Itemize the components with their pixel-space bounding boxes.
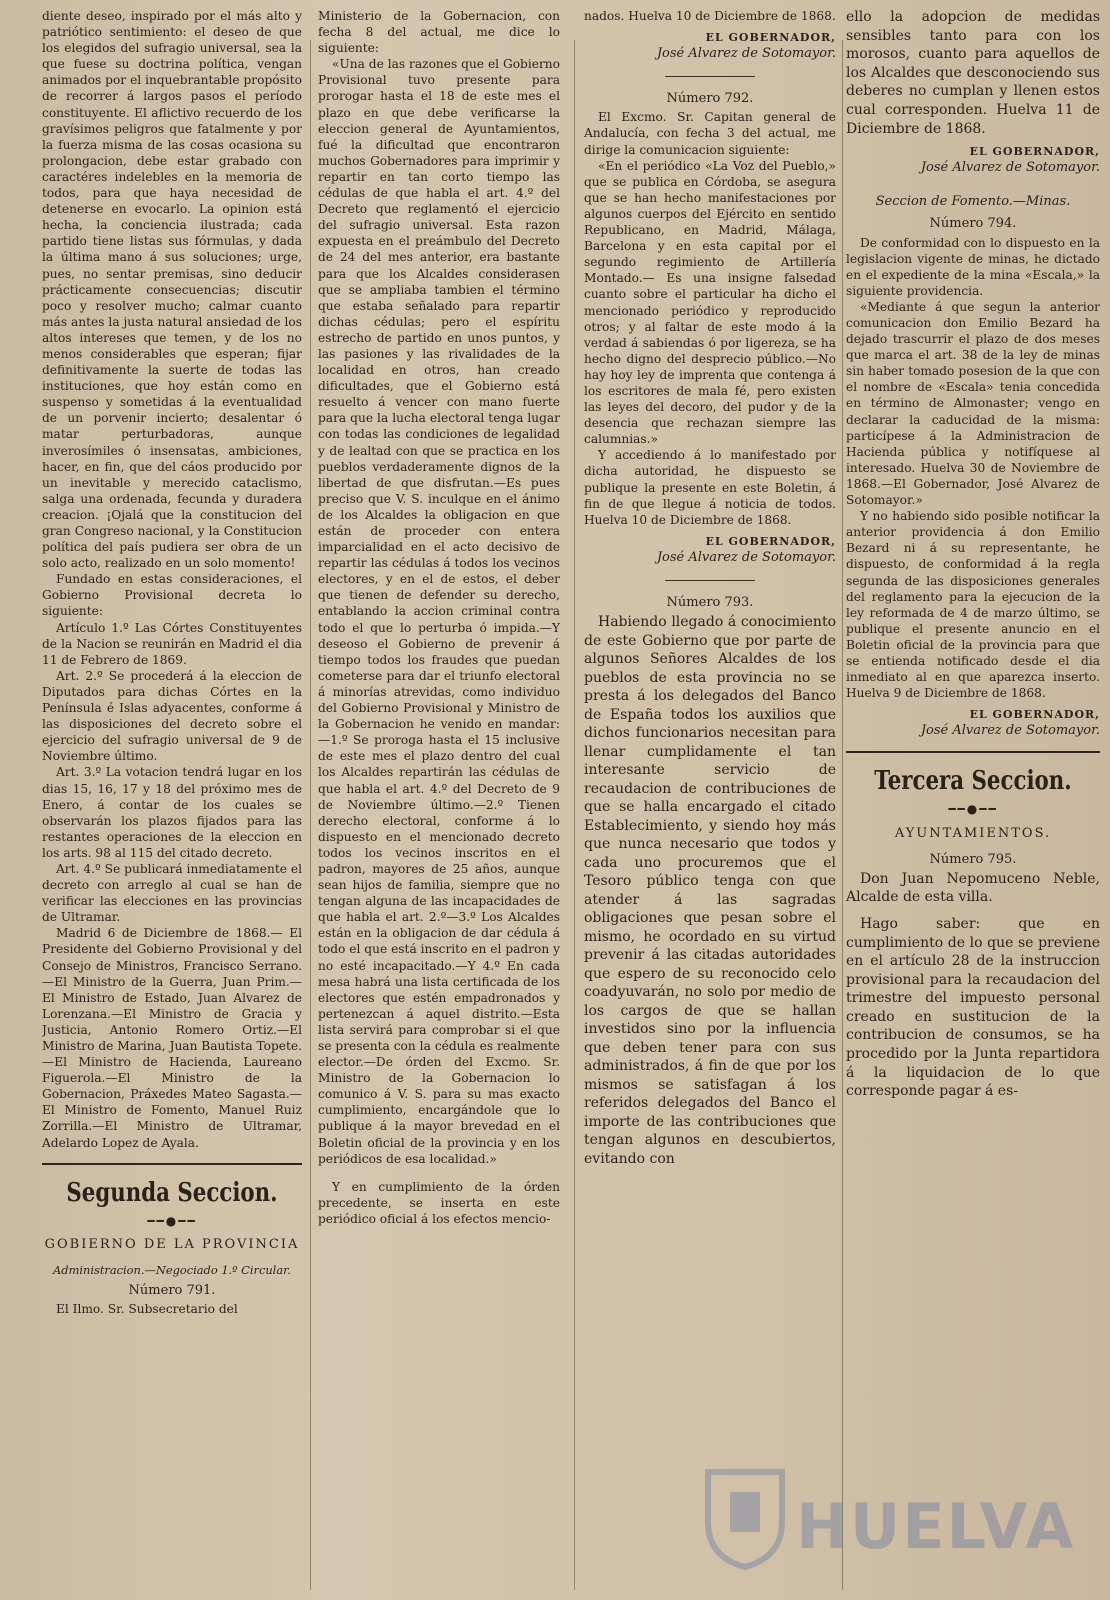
paragraph: Art. 4.º Se publicará inmediatamente el decreto con arreglo al cual se han de verificar las elecciones en las provincias de Ultramar.: [42, 861, 302, 925]
signature-name: José Alvarez de Sotomayor.: [656, 46, 836, 62]
section-subtitle: AYUNTAMIENTOS.: [894, 825, 1052, 841]
column-rule: [574, 40, 575, 1590]
paragraph: «Mediante á que segun la anterior comunicacion don Emilio Bezard ha dejado trascurrir el plazo de dos meses que marca el art. 38 de la ley de minas sin haber tomado posesion de la que con el nombre de «Escala» tenia concedida en término de Almonaster; vengo en declarar la caducidad de la misma: particípese á la Administracion de Hacienda pública y notifíquese al interesado. Huelva 30 de Noviembre de 1868.—El Gobernador, José Alvarez de Sotomayor.»: [846, 299, 1100, 508]
section-title: Segunda Seccion.: [66, 1177, 278, 1208]
ornament: ━━●━━: [948, 802, 998, 817]
paragraph: Hago saber: que en cumplimiento de lo que se previene en el artículo 28 de la instruccion provisional para la recaudacion del trimestre del impuesto personal creado en sustitucion de la contribucion de consumos, se ha procedido por la Junta repartidora á la liquidacion de lo que corresponde pagar á es-: [846, 915, 1100, 1100]
signature-title: EL GOBERNADOR,: [969, 708, 1100, 722]
signature-title: EL GOBERNADOR,: [705, 31, 836, 45]
subheading: Administracion.—Negociado 1.º Circular.: [53, 1262, 291, 1277]
section-divider: [846, 751, 1100, 753]
ornament: ━━●━━: [147, 1213, 197, 1228]
paragraph: Art. 3.º La votacion tendrá lugar en los dias 15, 16, 17 y 18 del próximo mes de Enero, á contar de los cuales se observarán los plazos fijados para las restantes operaciones de la eleccion en los arts. 98 al 115 del citado decreto.: [42, 765, 302, 860]
divider: [665, 580, 755, 581]
notice-number: Número 792.: [666, 91, 754, 107]
notice-number: Número 793.: [666, 595, 754, 610]
paragraph: El Ilmo. Sr. Subsecretario del: [56, 1301, 238, 1316]
paragraph: Habiendo llegado á conocimiento de este Gobierno que por parte de algunos Señores Alcaldes de los pueblos de esta provincia no se presta á los delegados del Banco de España todos los auxilios que dichos funcionarios necesitan para llenar cumplidamente el tan interesante servicio de recaudacion de contribuciones de que se halla encargado el citado Establecimiento, y siendo hoy más que nunca necesario que todos y cada uno procuremos que el Tesoro público tenga con que atender á las sagradas obligaciones que pesan sobre el mismo, he ocordado en su virtud prevenir á las citadas autoridades que espero de su reconocido celo coadyuvarán, no solo por medio de los cargos de que se hallan investidos sino por la influencia que deben tener para con sus administrados, á fin de que por los mismos se satisfagan á los referidos delegados del Banco el importe de las contribuciones que tengan algunos en descubiertos, evitando con: [584, 614, 836, 1167]
signature-name: José Alvarez de Sotomayor.: [656, 549, 836, 565]
paragraph: El Excmo. Sr. Capitan general de Andalucía, con fecha 3 del actual, me dirige la comunicacion siguiente:: [584, 110, 836, 157]
signature-name: José Alvarez de Sotomayor.: [920, 160, 1100, 176]
section-subtitle: GOBIERNO DE LA PROVINCIA: [44, 1236, 300, 1252]
paragraph: Ministerio de la Gobernacion, con fecha 8 del actual, me dice lo siguiente:: [318, 9, 560, 56]
watermark-text: HUELVA: [796, 1490, 1076, 1563]
column-1: [42, 8, 302, 1590]
paragraph: nados. Huelva 10 de Diciembre de 1868.: [584, 9, 836, 23]
notice-number: Número 795.: [929, 851, 1017, 867]
paragraph: Don Juan Nepomuceno Neble, Alcalde de esta villa.: [846, 870, 1100, 906]
paragraph: Artículo 1.º Las Córtes Constituyentes de la Nacion se reunirán en Madrid el dia 11 de Febrero de 1869.: [42, 620, 302, 667]
column-2: [318, 8, 560, 1590]
paragraph: diente deseo, inspirado por el más alto y patriótico sentimiento: el deseo de que los elegidos del sufragio universal, sea la que fuese su doctrina política, vengan animados por el inquebrantable propósito de recorrer á largos pasos el período constituyente. El aflictivo recuerdo de los gravísimos peligros que fatalmente y por la fuerza misma de las cosas ocasiona su prolongacion, debe estar grabado con caractéres indelebles en la memoria de todos, para que haya necesidad de detenerse en evocarlo. La opinion está hecha, la conciencia ilustrada; cada partido tiene listas sus fórmulas, y dada la última mano á sus soluciones; urge, pues, no sentar premisas, sino deducir prácticamente consecuencias; discutir poco y resolver mucho; calmar cuanto más antes la justa natural ansiedad de los altos intereses que temen, y de los no menos considerables que esperan; fijar definitivamente la suerte de todas las instituciones, que hoy están como en suspenso y sometidas á la eventualidad de un porvenir incierto; desalentar ó matar perturbadoras, aunque inverosímiles ó insensatas, ambiciones, hacer, en fin, que del cáos producido por un inevitable y merecido cataclismo, salga una ordenada, fecunda y duradera creacion. ¡Ojalá que la constitucion del gran Congreso nacional, y la Constitucion política del país pudiera ser obra de un solo acto, realizado en un solo momento!: [42, 9, 302, 571]
paragraph: «En el periódico «La Voz del Pueblo,» que se publica en Córdoba, se asegura que se han hecho manifestaciones por algunos cuerpos del Ejército en sentido Republicano, en Madrid, Málaga, Barcelona y en esta capital por el segundo regimiento de Artillería Montado.— Es una insigne falsedad cuanto sobre el particular ha dicho el mencionado periódico y reproducido otros; y al faltar de este modo á la verdad á sabiendas ó por ligereza, se ha hecho digno del desprecio público.—No hay hoy ley de imprenta que contenga á los escritores de mala fé, pero existen las leyes del decoro, del pudor y de la desencia que rechazan siempre las calumnias.»: [584, 158, 836, 447]
paragraph: ello la adopcion de medidas sensibles tanto para con los morosos, cuanto para aquellos de los Alcaldes que desconociendo sus deberes no cumplan y llenen estos cual corresponden. Huelva 11 de Diciembre de 1868.: [846, 9, 1100, 137]
column-rule: [310, 40, 311, 1590]
signature-name: José Alvarez de Sotomayor.: [920, 723, 1100, 739]
notice-number: Número 791.: [128, 1282, 216, 1298]
paragraph: Madrid 6 de Diciembre de 1868.— El Presidente del Gobierno Provisional y del Consejo de Ministros, Francisco Serrano.—El Ministro de la Guerra, Juan Prim.—El Ministro de Estado, Juan Alvarez de Lorenzana.—El Ministro de Gracia y Justicia, Antonio Romero Ortiz.—El Ministro de Marina, Juan Bautista Topete.—El Ministro de Hacienda, Laureano Figuerola.—El Ministro de la Gobernacion, Práxedes Mateo Sagasta.—El Ministro de Fomento, Manuel Ruiz Zorrilla.—El Ministro de Ultramar, Adelardo Lopez de Ayala.: [42, 926, 302, 1150]
column-3: [584, 8, 836, 1590]
signature-title: EL GOBERNADOR,: [969, 145, 1100, 159]
column-4: [846, 8, 1100, 1590]
section-title: Tercera Seccion.: [874, 766, 1072, 797]
notice-number: Número 794.: [929, 216, 1017, 232]
section-divider: [42, 1163, 302, 1165]
subheading: Seccion de Fomento.—Minas.: [875, 194, 1071, 210]
column-rule: [842, 40, 843, 1590]
paragraph: Y en cumplimiento de la órden precedente, se inserta en este periódico oficial á los efectos mencio-: [318, 1179, 560, 1226]
divider: [665, 76, 755, 77]
paragraph: «Una de las razones que el Gobierno Provisional tuvo presente para prorogar hasta el 18 de este mes el plazo en que debe verificarse la eleccion general de Ayuntamientos, fué la dificultad que encontraron muchos Gobernadores para imprimir y repartir en tan corto tiempo las cédulas de que habla el art. 4.º del Decreto que reglamentó el ejercicio del sufragio universal. Esta razon expuesta en el preámbulo del Decreto de 24 del mes anterior, era bastante para que los Alcaldes considerasen que se ampliaba tambien el término que estaba señalado para repartir dichas cédulas; pero el espíritu estrecho de partido en unos puntos, y las pasiones y las rivalidades de la localidad en otros, han creado dificultades, que el Gobierno está resuelto á vencer con mano fuerte para que la lucha electoral tenga lugar con todas las condiciones de legalidad y de lealtad con que se practica en los pueblos verdaderamente dignos de la libertad de que disfrutan.—Es pues preciso que V. S. inculque en el ánimo de los Alcaldes la obligacion en que están de proceder con entera imparcialidad en el acto decisivo de repartir las cédulas á todos los vecinos electores, y en el de estos, el deber que tienen de defender su derecho, entablando la accion criminal contra todo el que lo perturba ó impida.—Y deseoso el Gobierno de prevenir á tiempo todos los fraudes que puedan cometerse para dar el triunfo electoral á minorías atrevidas, como individuo del Gobierno Provisional y Ministro de la Gobernacion he venido en mandar:—1.º Se proroga hasta el 15 inclusive de este mes el plazo dentro del cual los Alcaldes repartirán las cédulas de que habla el art. 4.º del Decreto de 9 de Noviembre último.—2.º Tienen derecho electoral, conforme á lo dispuesto en el mencionado decreto todos los vecinos inscritos en el padron, mayores de 25 años, aunque sean hijos de familia, siempre que no tengan alguna de las incapacidades de que habla el art. 2.º—3.º Los Alcaldes están en la obligacion de dar cédula á todo el que está inscrito en el padron y no esté incapacitado.—Y 4.º En cada mesa habrá una lista certificada de los electores que estén empadronados y pertenezcan á aquel distrito.—Esta lista servirá para comprobar si el que se presenta con la cédula es realmente elector.—De órden del Excmo. Sr. Ministro de la Gobernacion lo comunico á V. S. para su mas exacto cumplimiento, encargándole que lo publique á la mayor brevedad en el Boletin oficial de la provincia y en los periódicos de esa localidad.»: [318, 57, 560, 1166]
paragraph: Y no habiendo sido posible notificar la anterior providencia á don Emilio Bezard ni á su representante, he dispuesto, de conformidad á la regla segunda de las disposiciones generales del reglamento para la ejecucion de la ley reformada de 4 de marzo último, se publique el presente anuncio en el Boletin oficial de la provincia para que se entienda notificado desde el dia inmediato al en que aparezca inserto. Huelva 9 de Diciembre de 1868.: [846, 509, 1100, 701]
paragraph: Art. 2.º Se procederá á la eleccion de Diputados para dichas Córtes en la Península é Islas adyacentes, conforme á las disposiciones del decreto sobre el ejercicio del sufragio universal de 9 de Noviembre último.: [42, 668, 302, 764]
paragraph: Fundado en estas consideraciones, el Gobierno Provisional decreta lo siguiente:: [42, 572, 302, 619]
paragraph: Y accediendo á lo manifestado por dicha autoridad, he dispuesto se publique la presente en este Boletin, á fin de que llegue á noticia de todos. Huelva 10 de Diciembre de 1868.: [584, 448, 836, 527]
signature-title: EL GOBERNADOR,: [705, 534, 836, 548]
paragraph: De conformidad con lo dispuesto en la legislacion vigente de minas, he dictado en el expediente de la mina «Escala,» la siguiente providencia.: [846, 235, 1100, 298]
